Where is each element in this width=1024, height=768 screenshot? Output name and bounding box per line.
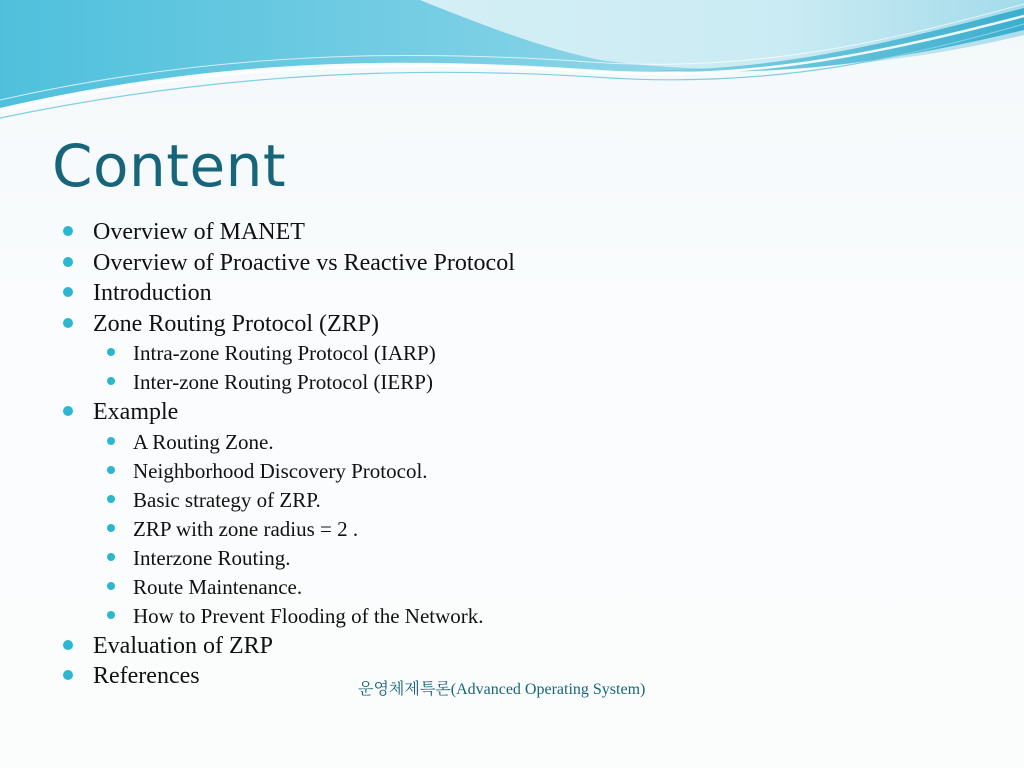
sub-bullet-text: Intra-zone Routing Protocol (IARP): [133, 341, 436, 365]
bullet-item: [0, 217, 1024, 248]
bullet-text: Introduction: [93, 280, 212, 306]
bullet-text: Example: [93, 399, 179, 425]
bullet-list: [0, 217, 1024, 692]
sub-bullet-item: [0, 486, 1024, 515]
sub-bullet-item: [0, 573, 1024, 602]
sub-bullet-dot-icon: [107, 524, 115, 532]
sub-bullet-dot-icon: [107, 553, 115, 561]
sub-bullet-dot-icon: [107, 348, 115, 356]
bullet-dot-icon: [63, 640, 73, 650]
bullet-text: Overview of MANET: [93, 219, 305, 245]
bullet-text: Overview of Proactive vs Reactive Protocol: [93, 249, 515, 276]
sub-bullet-text: How to Prevent Flooding of the Network.: [133, 603, 484, 628]
sub-bullet-dot-icon: [107, 437, 115, 445]
bullet-item: [0, 397, 1024, 428]
sub-bullet-item: [0, 339, 1024, 368]
sub-bullet-dot-icon: [107, 466, 115, 474]
sub-bullet-dot-icon: [107, 582, 115, 590]
sub-bullet-text: Route Maintenance.: [133, 574, 303, 599]
sub-bullet-text: Neighborhood Discovery Protocol.: [133, 458, 428, 483]
bullet-text: Zone Routing Protocol (ZRP): [93, 310, 379, 337]
bullet-item: [0, 631, 1024, 662]
bullet-item: [0, 309, 1024, 340]
bullet-dot-icon: [63, 318, 73, 328]
sub-bullet-item: [0, 544, 1024, 573]
sub-bullet-item: [0, 457, 1024, 486]
sub-bullet-text: ZRP with zone radius = 2 .: [133, 516, 359, 541]
sub-bullet-text: Inter-zone Routing Protocol (IERP): [133, 370, 433, 394]
sub-bullet-text: Interzone Routing.: [133, 545, 291, 570]
sub-bullet-item: [0, 428, 1024, 457]
bullet-dot-icon: [63, 257, 73, 267]
sub-bullet-dot-icon: [107, 377, 115, 385]
bullet-text: Evaluation of ZRP: [93, 632, 273, 659]
sub-bullet-item: [0, 368, 1024, 397]
header-wave-decoration: [0, 0, 1024, 130]
sub-bullet-item: [0, 515, 1024, 544]
bullet-dot-icon: [63, 670, 73, 680]
bullet-dot-icon: [63, 287, 73, 297]
slide-footer: 운영체제특론(Advanced Operating System): [358, 681, 646, 698]
bullet-dot-icon: [63, 226, 73, 236]
sub-bullet-dot-icon: [107, 611, 115, 619]
bullet-dot-icon: [63, 406, 73, 416]
sub-bullet-text: Basic strategy of ZRP.: [133, 487, 321, 512]
bullet-item: [0, 278, 1024, 309]
slide-title: Content: [52, 132, 287, 200]
sub-bullet-dot-icon: [107, 495, 115, 503]
bullet-item: [0, 248, 1024, 279]
sub-bullet-text: A Routing Zone.: [133, 429, 274, 454]
sub-bullet-item: [0, 602, 1024, 631]
bullet-text: References: [93, 663, 200, 689]
